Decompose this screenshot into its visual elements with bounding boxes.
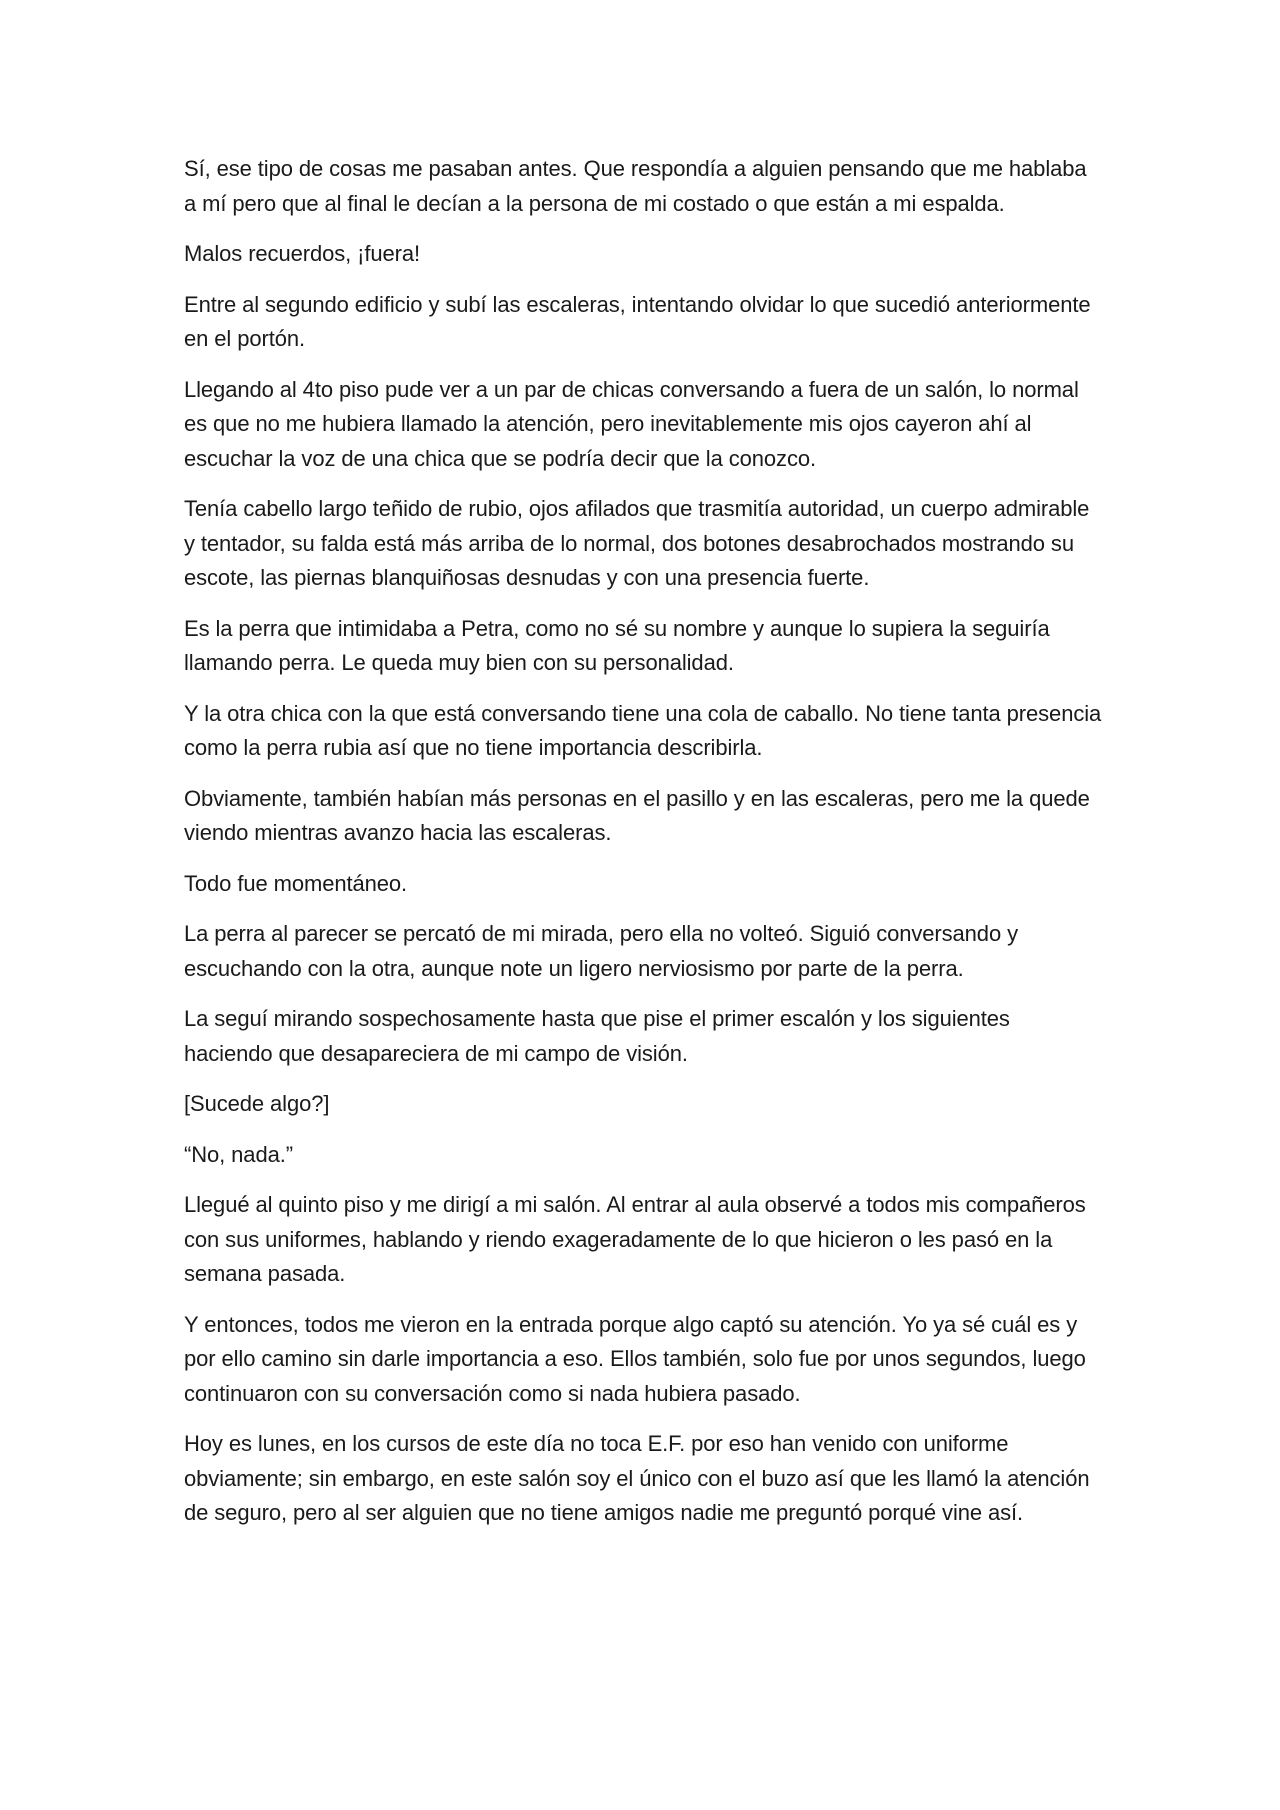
paragraph-11: La seguí mirando sospechosamente hasta que pise el primer escalón y los siguientes haciendo que desapareciera de mi campo de visión. [184, 1006, 1010, 1066]
paragraph-5: Tenía cabello largo teñido de rubio, ojos afilados que trasmitía autoridad, un cuerpo admirable y tentador, su falda está más arriba de lo normal, dos botones desabrochados mostrando su escote, las piernas blanquiñosas desnudas y con una presencia fuerte. [184, 496, 1090, 590]
paragraph-15: Y entonces, todos me vieron en la entrada porque algo captó su atención. Yo ya sé cuál es y por ello camino sin darle importancia a eso. Ellos también, solo fue por unos segundos, luego continuaron con su conversación como si nada hubiera pasado. [184, 1311, 1086, 1406]
paragraph-1: Sí, ese tipo de cosas me pasaban antes. Que respondía a alguien pensando que me hablaba a mí pero que al final le decían a la persona de mi costado o que están a mi espalda. [184, 156, 1087, 216]
paragraph-3: Entre al segundo edificio y subí las escaleras, intentando olvidar lo que sucedió anteriormente en el portón. [184, 291, 1091, 351]
paragraph-12: [Sucede algo?] [184, 1091, 330, 1116]
paragraph-7: Y la otra chica con la que está conversando tiene una cola de caballo. No tiene tanta presencia como la perra rubia así que no tiene importancia describirla. [184, 700, 1102, 760]
paragraph-10: La perra al parecer se percató de mi mirada, pero ella no volteó. Siguió conversando y escuchando con la otra, aunque note un ligero nerviosismo por parte de la perra. [184, 921, 1018, 981]
document-body [184, 152, 1104, 1547]
paragraph-4: Llegando al 4to piso pude ver a un par de chicas conversando a fuera de un salón, lo normal es que no me hubiera llamado la atención, pero inevitablemente mis ojos cayeron ahí al escuchar la voz de una chica que se podría decir que la conozco. [184, 376, 1079, 471]
paragraph-2: Malos recuerdos, ¡fuera! [184, 241, 421, 266]
paragraph-9: Todo fue momentáneo. [184, 870, 408, 896]
paragraph-8: Obviamente, también habían más personas en el pasillo y en las escaleras, pero me la quede viendo mientras avanzo hacia las escaleras. [184, 785, 1090, 845]
paragraph-13: “No, nada.” [184, 1141, 293, 1167]
paragraph-16: Hoy es lunes, en los cursos de este día no toca E.F. por eso han venido con uniforme obviamente; sin embargo, en este salón soy el único con el buzo así que les llamó la atención de seguro, pero al ser alguien que no tiene amigos nadie me preguntó porqué vine así. [184, 1431, 1090, 1525]
paragraph-14: Llegué al quinto piso y me dirigí a mi salón. Al entrar al aula observé a todos mis compañeros con sus uniformes, hablando y riendo exageradamente de lo que hicieron o les pasó en la semana pasada. [184, 1192, 1086, 1286]
paragraph-6: Es la perra que intimidaba a Petra, como no sé su nombre y aunque lo supiera la seguiría llamando perra. Le queda muy bien con su personalidad. [184, 615, 1050, 675]
